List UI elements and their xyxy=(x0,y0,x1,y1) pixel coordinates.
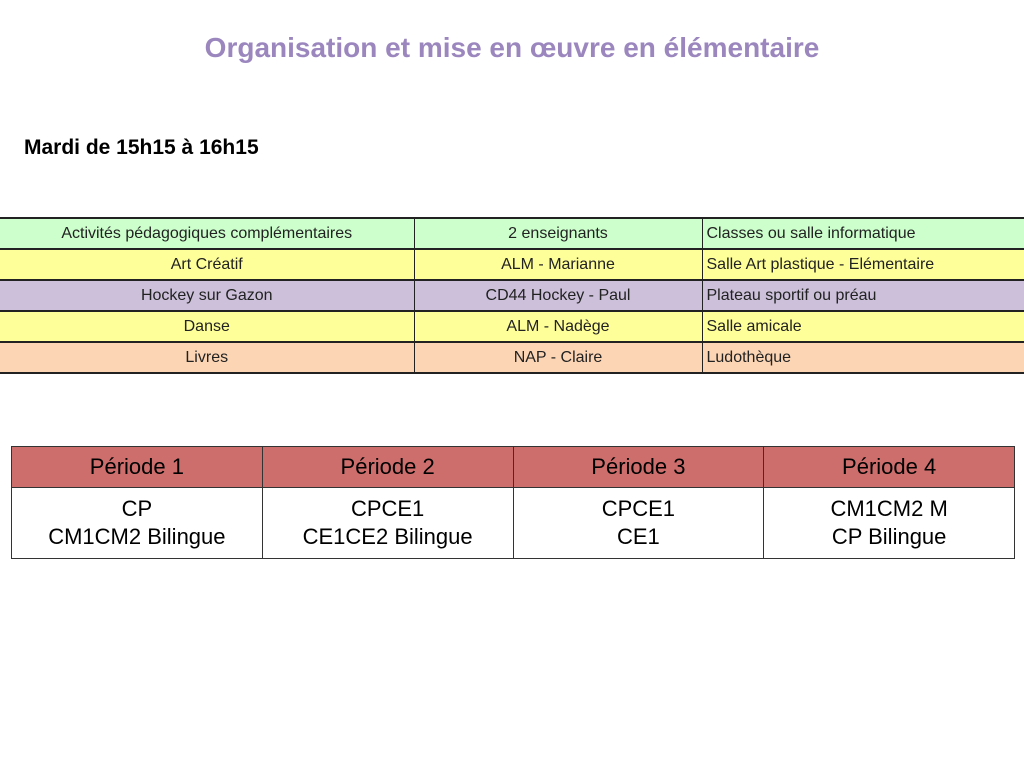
activity-location: Salle Art plastique - Elémentaire xyxy=(702,249,1024,280)
activity-row xyxy=(0,249,1024,280)
activity-location: Plateau sportif ou préau xyxy=(702,280,1024,311)
class-line: CP xyxy=(121,496,153,521)
page-title: Organisation et mise en œuvre en élémentaire xyxy=(204,32,820,63)
class-line: CM1CM2 Bilingue xyxy=(48,524,226,549)
activity-staff: CD44 Hockey - Paul xyxy=(414,280,702,311)
activity-location: Classes ou salle informatique xyxy=(702,218,1024,249)
activity-staff: ALM - Marianne xyxy=(414,249,702,280)
activity-name: Danse xyxy=(0,311,414,342)
class-line: CPCE1 xyxy=(601,496,676,521)
activity-staff: NAP - Claire xyxy=(414,342,702,373)
activity-row xyxy=(0,342,1024,373)
schedule-subtitle: Mardi de 15h15 à 16h15 xyxy=(24,136,259,159)
periods-classes-row xyxy=(12,488,1015,559)
activity-row xyxy=(0,311,1024,342)
periods-table xyxy=(11,446,1015,559)
activity-location: Ludothèque xyxy=(702,342,1024,373)
period-header: Période 4 xyxy=(764,447,1015,488)
period-classes xyxy=(513,488,764,559)
activity-row xyxy=(0,280,1024,311)
period-header: Période 2 xyxy=(262,447,513,488)
class-line: CE1 xyxy=(616,524,660,549)
periods-header-row xyxy=(12,447,1015,488)
activity-name: Livres xyxy=(0,342,414,373)
period-header: Période 1 xyxy=(12,447,263,488)
period-classes xyxy=(764,488,1015,559)
activity-name: Hockey sur Gazon xyxy=(0,280,414,311)
activity-name: Activités pédagogiques complémentaires xyxy=(0,218,414,249)
activity-staff: ALM - Nadège xyxy=(414,311,702,342)
class-line: CM1CM2 M xyxy=(830,496,948,521)
activity-staff: 2 enseignants xyxy=(414,218,702,249)
activity-location: Salle amicale xyxy=(702,311,1024,342)
period-classes xyxy=(262,488,513,559)
period-classes xyxy=(12,488,263,559)
period-header: Période 3 xyxy=(513,447,764,488)
class-line: CP Bilingue xyxy=(831,524,947,549)
class-line: CE1CE2 Bilingue xyxy=(302,524,473,549)
activities-table xyxy=(0,217,1024,374)
activity-row xyxy=(0,218,1024,249)
class-line: CPCE1 xyxy=(350,496,425,521)
activity-name: Art Créatif xyxy=(0,249,414,280)
